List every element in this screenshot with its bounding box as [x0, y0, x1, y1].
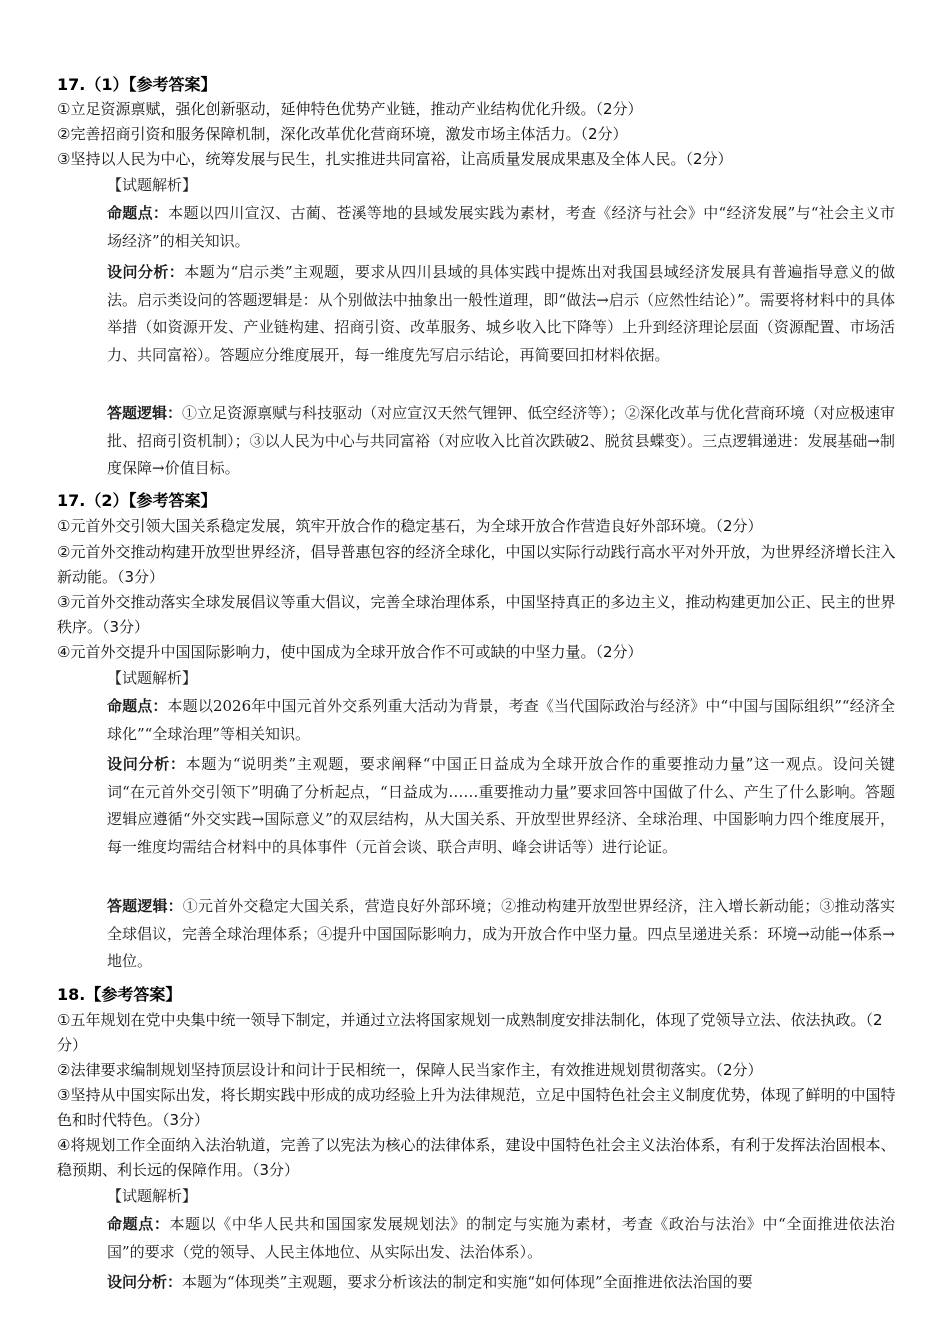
dati-text: ①立足资源禀赋与科技驱动（对应宣汉天然气锂钾、低空经济等）；②深化改革与优化营商环境（对应极速审批、招商引资机制）；③以人民为中心与共同富裕（对应收入比首次跌破2、脱贫县蝶变）。三点逻辑递进：发展基础→制度保障→价值目标。 — [107, 404, 895, 477]
shewen-text: 本题为“体现类”主观题，要求分析该法的制定和实施“如何体现”全面推进依法治国的要 — [182, 1273, 753, 1291]
q17-1-analysis-title: 【试题解析】 — [107, 176, 198, 194]
q18-shewen — [107, 1269, 895, 1297]
shewen-text: 本题为“启示类”主观题，要求从四川县域的具体实践中提炼出对我国县域经济发展具有普遍指导意义的做法。启示类设问的答题逻辑是：从个别做法中抽象出一般性道理，即“做法→启示（应然性结论）”。需要将材料中的具体举措（如资源开发、产业链构建、招商引资、改革服务、城乡收入比下降等）上升到经济理论层面（资源配置、市场活力、共同富裕）。答题应分维度展开，每一维度先写启示结论，再简要回扣材料依据。 — [107, 263, 895, 364]
mingti-text: 本题以《中华人民共和国国家发展规划法》的制定与实施为素材，考查《政治与法治》中“全面推进依法治国”的要求（党的领导、人民主体地位、从实际出发、法治体系）。 — [107, 1215, 895, 1261]
q17-2-answer-1: ①元首外交引领大国关系稳定发展，筑牢开放合作的稳定基石，为全球开放合作营造良好外部环境。（2分） — [57, 517, 763, 535]
shewen-label: 设问分析： — [107, 1273, 183, 1291]
q17-2-answer-2: ②元首外交推动构建开放型世界经济，倡导普惠包容的经济全球化，中国以实际行动践行高水平对外开放，为世界经济增长注入新动能。（3分） — [57, 543, 896, 586]
q18-mingti — [107, 1211, 895, 1266]
q17-1-answer-1: ①立足资源禀赋，强化创新驱动，延伸特色优势产业链，推动产业结构优化升级。（2分） — [57, 100, 643, 118]
q17-2-analysis-title: 【试题解析】 — [107, 669, 198, 687]
q17-1-answer-3: ③坚持以人民为中心，统筹发展与民生，扎实推进共同富裕，让高质量发展成果惠及全体人民。（2分） — [57, 150, 733, 168]
dati-label: 答题逻辑： — [107, 897, 183, 915]
shewen-text: 本题为“说明类”主观题，要求阐释“中国正日益成为全球开放合作的重要推动力量”这一观点。设问关键词“在元首外交引领下”明确了分析起点，“日益成为……重要推动力量”要求回答中国做了什么、产生了什么影响。答题逻辑应遵循“外交实践→国际意义”的双层结构，从大国关系、开放型世界经济、全球治理、中国影响力四个维度展开，每一维度均需结合材料中的具体事件（元首会谈、联合声明、峰会讲话等）进行论证。 — [107, 755, 895, 856]
dati-text: ①元首外交稳定大国关系，营造良好外部环境；②推动构建开放型世界经济，注入增长新动能；③推动落实全球倡议，完善全球治理体系；④提升中国国际影响力，成为开放合作中坚力量。四点呈递进关系：环境→动能→体系→地位。 — [107, 897, 895, 970]
mingti-label: 命题点： — [107, 204, 169, 222]
q17-1-mingti — [107, 200, 895, 255]
q17-2-shewen — [107, 751, 895, 861]
q18-answer-4: ④将规划工作全面纳入法治轨道，完善了以宪法为核心的法律体系，建设中国特色社会主义法治体系，有利于发挥法治固根本、稳预期、利长远的保障作用。（3分） — [57, 1136, 896, 1179]
q17-2-answer-4: ④元首外交提升中国国际影响力，使中国成为全球开放合作不可或缺的中坚力量。（2分） — [57, 643, 643, 661]
q17-2-heading: 17.（2）【参考答案】 — [57, 491, 217, 510]
q17-1-answer-2: ②完善招商引资和服务保障机制，深化改革优化营商环境，激发市场主体活力。（2分） — [57, 125, 628, 143]
shewen-label: 设问分析： — [107, 755, 186, 773]
mingti-label: 命题点： — [107, 1215, 170, 1233]
q18-answer-3: ③坚持从中国实际出发，将长期实践中形成的成功经验上升为法律规范，立足中国特色社会主义制度优势，体现了鲜明的中国特色和时代特色。（3分） — [57, 1086, 896, 1129]
q17-1-shewen — [107, 259, 895, 369]
q18-analysis-title: 【试题解析】 — [107, 1187, 198, 1205]
mingti-label: 命题点： — [107, 697, 168, 715]
q17-2-mingti — [107, 693, 895, 748]
q17-2-dati — [107, 893, 895, 976]
q17-1-dati — [107, 400, 895, 483]
dati-label: 答题逻辑： — [107, 404, 183, 422]
q18-heading: 18.【参考答案】 — [57, 985, 182, 1004]
mingti-text: 本题以四川宣汉、古蔺、苍溪等地的县域发展实践为素材，考查《经济与社会》中“经济发展”与“社会主义市场经济”的相关知识。 — [107, 204, 895, 250]
q17-2-answer-3: ③元首外交推动落实全球发展倡议等重大倡议，完善全球治理体系，中国坚持真正的多边主义，推动构建更加公正、民主的世界秩序。（3分） — [57, 593, 896, 636]
q17-1-heading: 17.（1）【参考答案】 — [57, 75, 217, 94]
mingti-text: 本题以2026年中国元首外交系列重大活动为背景，考查《当代国际政治与经济》中“中国与国际组织”“经济全球化”“全球治理”等相关知识。 — [107, 697, 895, 743]
q18-answer-2: ②法律要求编制规划坚持顶层设计和问计于民相统一，保障人民当家作主，有效推进规划贯彻落实。（2分） — [57, 1061, 763, 1079]
q18-answer-1: ①五年规划在党中央集中统一领导下制定，并通过立法将国家规划一成熟制度安排法制化，体现了党领导立法、依法执政。（2分） — [57, 1011, 883, 1054]
shewen-label: 设问分析： — [107, 263, 185, 281]
